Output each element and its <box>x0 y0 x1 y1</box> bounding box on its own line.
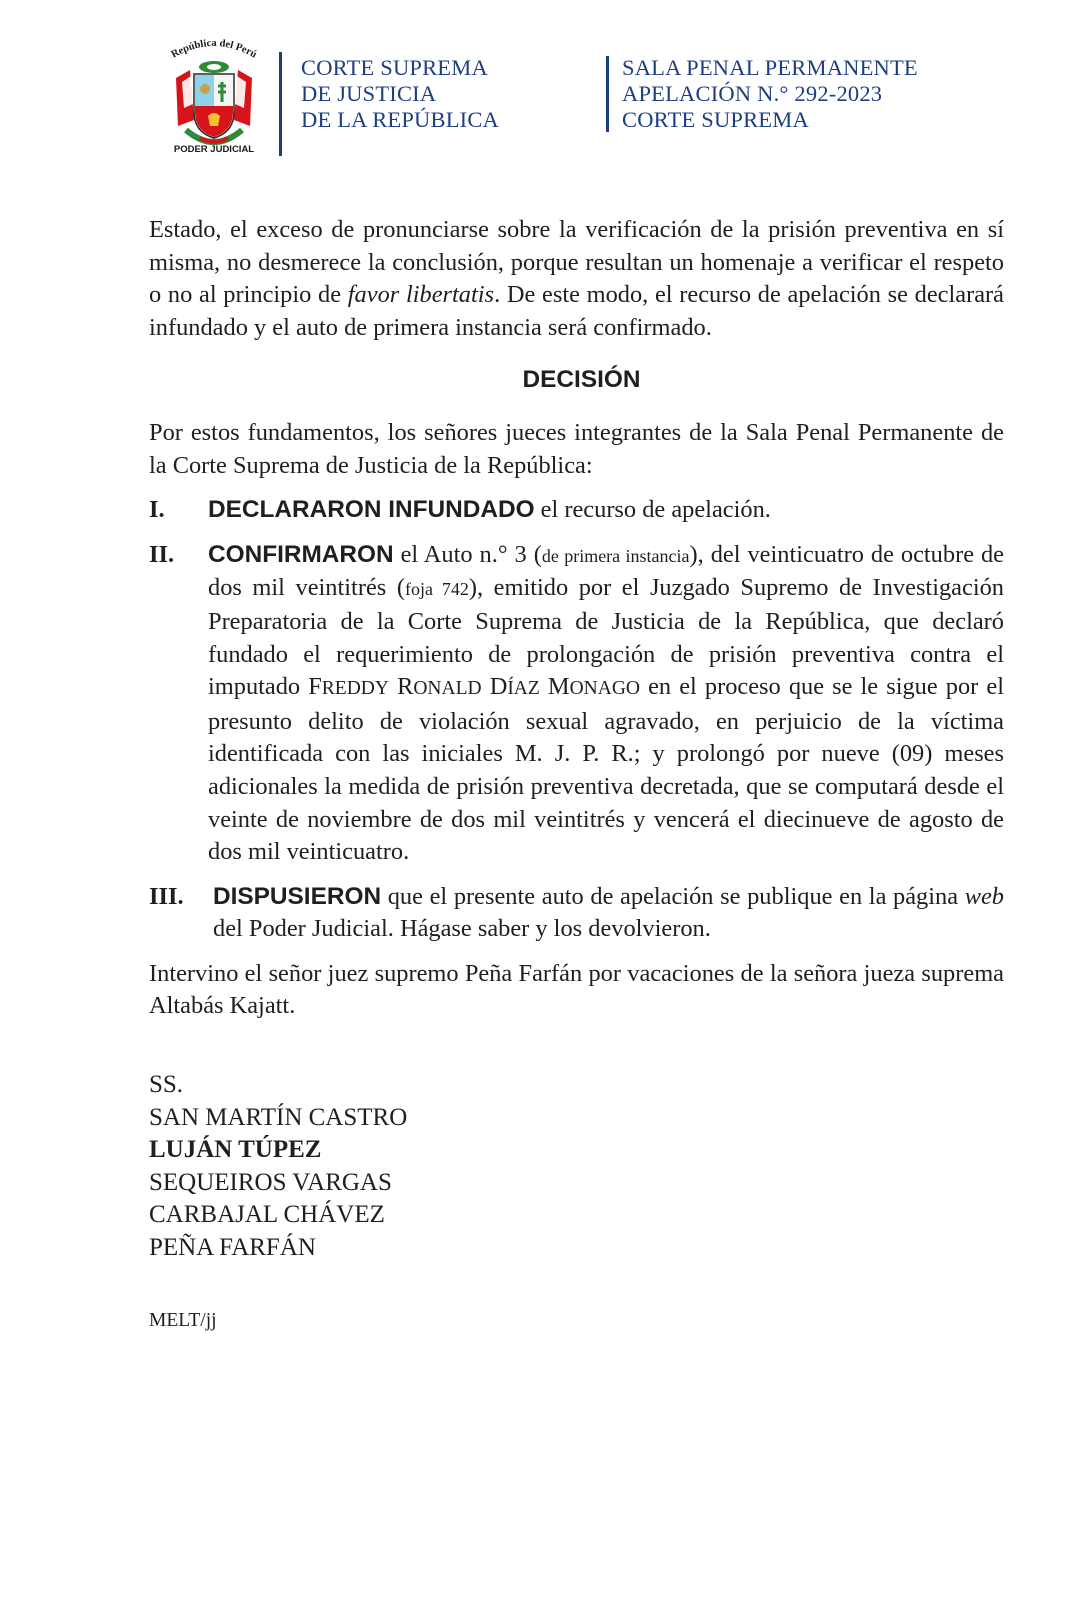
case-line-3: CORTE SUPREMA <box>622 107 809 132</box>
judge-name: CARBAJAL CHÁVEZ <box>149 1201 385 1229</box>
decision-heading: DECISIÓN <box>522 366 641 394</box>
judge-name: SAN MARTÍN CASTRO <box>149 1103 408 1131</box>
document-body <box>149 214 1004 1337</box>
judge-name: SEQUEIROS VARGAS <box>149 1168 392 1196</box>
resolution-item-2: II. CONFIRMARON el Auto n.° 3 (de primera instancia), del veinticuatro de octubre de dos mil veintitrés (foja 742), emitido por el Juzgado Supremo de Investigación Preparatoria de la Corte Suprema de Justicia de la República, que declaró fundado el requerimiento de prolongación de prisión preventiva contra el imputado FREDDY RONALD DÍAZ MONAGO en el proceso que se le sigue por el presunto delito de violación sexual agravado, en perjuicio de la víctima identificada con las iniciales M. J. P. R.; y prolongó por nueve (09) meses adicionales la medida de prisión preventiva decretada, que se computará desde el veinte de noviembre de dos mil veintitrés y vencerá el diecinueve de agosto de dos mil veinticuatro. <box>149 540 1005 866</box>
case-line-1: SALA PENAL PERMANENTE <box>622 55 918 80</box>
header-divider-left <box>279 52 282 156</box>
item-number: III. <box>149 882 184 910</box>
svg-text:República del Perú <box>170 38 259 61</box>
header-divider-right <box>606 56 609 132</box>
case-info-block <box>622 55 918 133</box>
intro-paragraph: Estado, el exceso de pronunciarse sobre la verificación de la prisión preventiva en sí misma, no desmerece la conclusión, porque resultan un homenaje a verificar el respeto o no al principio de favor libertatis. De este modo, el recurso de apelación se declarará infundado y el auto de primera instancia será confirmado. <box>149 216 1004 341</box>
signature-block <box>149 1069 1004 1265</box>
court-line-2: DE JUSTICIA <box>301 81 437 106</box>
resolution-item-1: I. DECLARARON INFUNDADO el recurso de apelación. <box>149 494 1004 527</box>
court-name-block <box>301 55 499 133</box>
judge-name: LUJÁN TÚPEZ <box>149 1136 322 1164</box>
case-line-2: APELACIÓN N.° 292-2023 <box>622 81 883 106</box>
item-number: II. <box>149 540 175 568</box>
peru-coat-of-arms-icon <box>160 34 268 156</box>
closing-paragraph: Intervino el señor juez supremo Peña Farfán por vacaciones de la señora jueza suprema Altabás Kajatt. <box>149 959 1004 1020</box>
court-line-1: CORTE SUPREMA <box>301 55 488 80</box>
item-number: I. <box>149 496 165 524</box>
reference-initials: MELT/jj <box>149 1309 217 1331</box>
judge-name: PEÑA FARFÁN <box>149 1234 316 1262</box>
resolution-item-3: III. DISPUSIERON que el presente auto de apelación se publique en la página web del Poder Judicial. Hágase saber y los devolvieron. <box>149 882 1004 943</box>
signature-ss: SS. <box>149 1071 184 1099</box>
decision-intro: Por estos fundamentos, los señores jueces integrantes de la Sala Penal Permanente de la Corte Suprema de Justicia de la República: <box>149 418 1004 479</box>
court-line-3: DE LA REPÚBLICA <box>301 107 500 132</box>
defendant-name: FREDDY RONALD DÍAZ MONAGO <box>308 673 641 701</box>
logo-top-text: República del Perú <box>169 37 259 61</box>
logo-bottom-text: PODER JUDICIAL <box>173 144 255 155</box>
